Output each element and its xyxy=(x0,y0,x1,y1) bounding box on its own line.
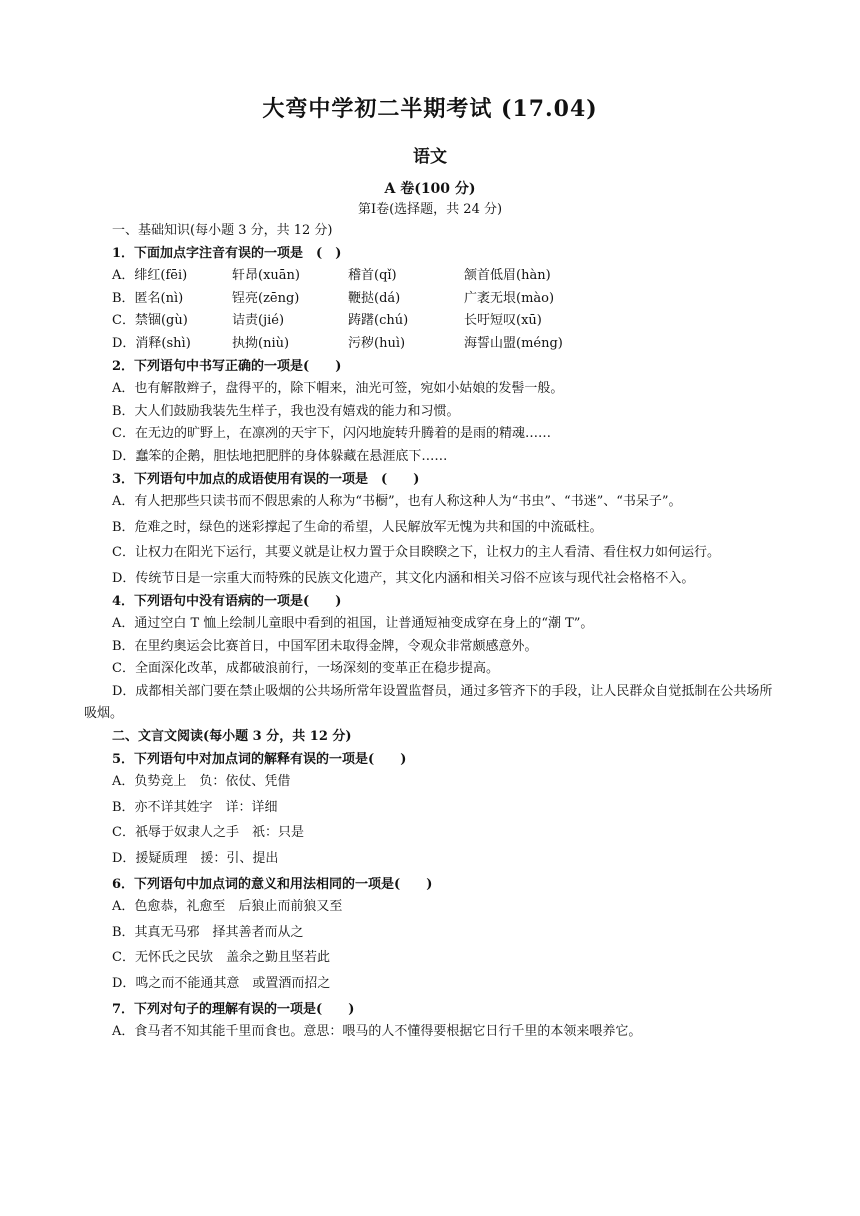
question-3-option-d: D．传统节日是一宗重大而特殊的民族文化遗产，其文化内涵和相关习俗不应该与现代社会格格不入。 xyxy=(112,570,695,586)
question-7-stem: 7．下列对句子的理解有误的一项是( ) xyxy=(112,1001,355,1017)
question-6-option-c: C．无怀氏之民欤 盖余之勤且坚若此 xyxy=(112,950,330,966)
question-4-stem: 4．下列语句中没有语病的一项是( ) xyxy=(112,593,342,609)
volume-heading: A 卷(100 分) xyxy=(384,181,476,197)
question-4-option-b: B．在里约奥运会比赛首日，中国军团未取得金牌，令观众非常颇感意外。 xyxy=(112,638,538,654)
question-2-option-b: B．大人们鼓励我装先生样子，我也没有嬉戏的能力和习惯。 xyxy=(112,403,460,419)
question-4-option-a: A．通过空白 T 恤上绘制儿童眼中看到的祖国，让普通短袖变成穿在身上的“潮 T”。 xyxy=(112,616,594,632)
question-2-stem: 2．下列语句中书写正确的一项是( ) xyxy=(112,358,342,374)
question-5-option-d: D．援疑质理 援：引、提出 xyxy=(112,851,279,867)
question-4-option-c: C．全面深化改革，成都破浪前行，一场深刻的变革正在稳步提高。 xyxy=(112,661,499,677)
question-6-option-b: B．其真无马邪 择其善者而从之 xyxy=(112,924,304,940)
question-1-option-b: B．匿名(nì) 锃亮(zēng) 鞭挞(dá) 广袤无垠(mào) xyxy=(112,290,555,306)
exam-title: 大弯中学初二半期考试 (17.04) xyxy=(262,96,598,122)
question-6-stem: 6．下列语句中加点词的意义和用法相同的一项是( ) xyxy=(112,876,433,892)
subject-heading: 语文 xyxy=(413,147,447,167)
question-1-option-d: D．消释(shì) 执拗(niù) 污秽(huì) 海誓山盟(méng) xyxy=(112,335,563,351)
question-7-option-a: A．食马者不知其能千里而食也。意思：喂马的人不懂得要根据它日行千里的本领来喂养它。 xyxy=(112,1024,642,1040)
question-5-stem: 5．下列语句中对加点词的解释有误的一项是( ) xyxy=(112,751,407,767)
question-6-option-d: D．鸣之而不能通其意 或置酒而招之 xyxy=(112,976,331,991)
question-3-option-c: C．让权力在阳光下运行，其要义就是让权力置于众目睽睽之下，让权力的主人看清、看住权力如何运行。 xyxy=(112,545,720,561)
question-4-option-d: D．成都相关部门要在禁止吸烟的公共场所常年设置监督员，通过多管齐下的手段，让人民群众自觉抵制在公共场所吸烟。 xyxy=(84,683,773,722)
exam-body xyxy=(84,220,784,1044)
question-1-option-a: A．绯红(fēi) 轩昂(xuān) 稽首(qǐ) 颔首低眉(hàn) xyxy=(112,268,551,284)
question-3-option-a: A．有人把那些只读书而不假思索的人称为“书橱”，也有人称这种人为“书虫”、“书迷”、“书呆子”。 xyxy=(112,494,682,510)
question-2-option-c: C．在无边的旷野上，在凛冽的天宇下，闪闪地旋转升腾着的是雨的精魂…… xyxy=(112,426,551,442)
question-5-option-b: B．亦不详其姓字 详：详细 xyxy=(112,799,278,815)
question-5-option-a: A．负势竞上 负：依仗、凭借 xyxy=(112,774,291,790)
question-2-option-a: A．也有解散辫子，盘得平的，除下帽来，油光可签，宛如小姑娘的发髻一般。 xyxy=(112,381,564,397)
question-1-option-c: C．禁锢(gù) 诘责(jié) 踌躇(chú) 长吁短叹(xū) xyxy=(112,313,542,329)
question-5-option-c: C．祇辱于奴隶人之手 祇：只是 xyxy=(112,825,304,841)
question-1-stem: 1．下面加点字注音有误的一项是 ( ) xyxy=(112,245,342,261)
section-heading-classical: 二、文言文阅读(每小题 3 分，共 12 分) xyxy=(112,729,352,745)
question-3-option-b: B．危难之时，绿色的迷彩撑起了生命的希望，人民解放军无愧为共和国的中流砥柱。 xyxy=(112,519,603,535)
section-heading-basic: 一、基础知识(每小题 3 分，共 12 分) xyxy=(112,223,333,238)
part-heading: 第Ⅰ卷(选择题，共 24 分) xyxy=(357,202,503,217)
question-2-option-d: D．蠢笨的企鹅，胆怯地把肥胖的身体躲藏在悬涯底下…… xyxy=(112,448,448,464)
question-3-stem: 3．下列语句中加点的成语使用有误的一项是 ( ) xyxy=(112,471,420,487)
question-6-option-a: A．色愈恭，礼愈至 后狼止而前狼又至 xyxy=(112,899,343,915)
